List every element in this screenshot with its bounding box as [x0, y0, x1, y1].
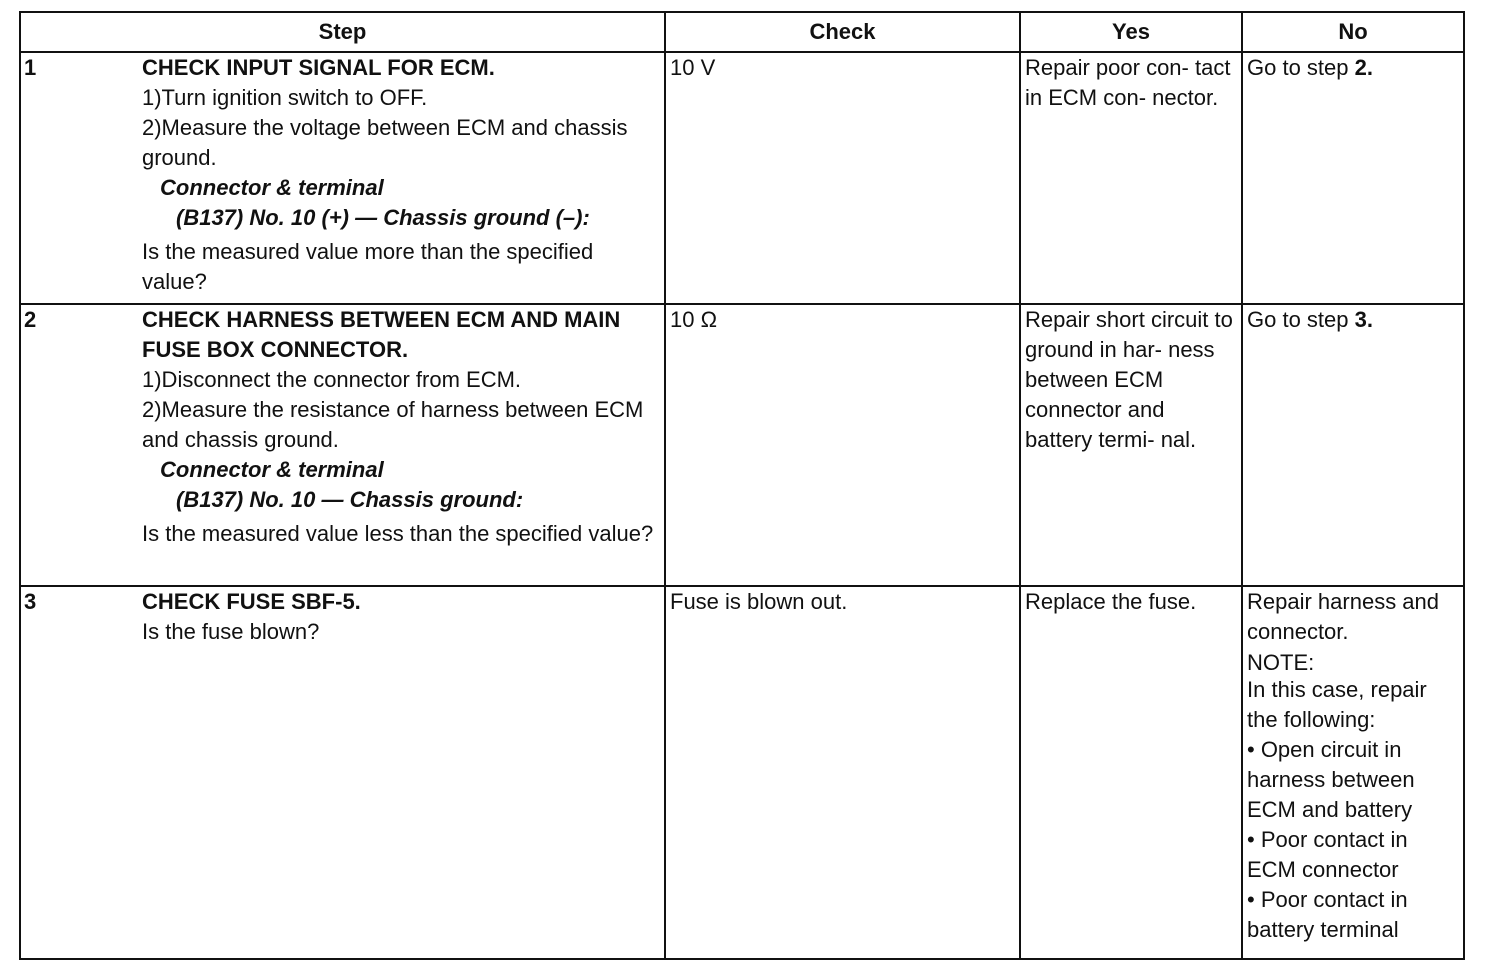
connector-heading: Connector & terminal — [160, 175, 384, 200]
step-question: Is the measured value less than the specified value? — [142, 521, 654, 546]
step-instruction: 2)Measure the resistance of harness between ECM and chassis ground. — [142, 397, 644, 452]
no-prefix: Go to step — [1247, 55, 1355, 80]
note-item: • Poor contact in ECM connector — [1247, 827, 1408, 882]
check-cell: 10 Ω — [665, 304, 1020, 586]
no-action: Repair harness and connector. — [1247, 589, 1440, 644]
connector-heading: Connector & terminal — [160, 457, 384, 482]
yes-cell: Replace the fuse. — [1020, 586, 1242, 959]
no-cell — [1242, 586, 1464, 959]
note-label: NOTE: — [1247, 650, 1315, 675]
step-number: 2 — [24, 307, 37, 332]
table-row — [20, 304, 1464, 586]
yes-cell: Repair poor con- tact in ECM con- nector. — [1020, 52, 1242, 304]
check-cell: 10 V — [665, 52, 1020, 304]
header-yes: Yes — [1020, 12, 1242, 52]
no-step-link: 3. — [1354, 307, 1373, 332]
yes-cell: Repair short circuit to ground in har- ness between ECM connector and battery termi- nal. — [1020, 304, 1242, 586]
step-instruction: 2)Measure the voltage between ECM and chassis ground. — [142, 115, 628, 170]
table-row — [20, 52, 1464, 304]
step-instruction: 1)Turn ignition switch to OFF. — [142, 85, 428, 110]
diagnostic-table — [19, 11, 1465, 960]
check-cell: Fuse is blown out. — [665, 586, 1020, 959]
step-cell — [20, 586, 665, 959]
no-prefix: Go to step — [1247, 307, 1355, 332]
no-cell — [1242, 52, 1464, 304]
connector-value: (B137) No. 10 (+) — Chassis ground (–): — [176, 205, 590, 230]
step-number: 1 — [24, 55, 37, 80]
header-no: No — [1242, 12, 1464, 52]
step-title: CHECK HARNESS BETWEEN ECM AND MAIN FUSE BOX CONNECTOR. — [142, 307, 621, 362]
step-title: CHECK INPUT SIGNAL FOR ECM. — [142, 55, 495, 80]
step-number: 3 — [24, 589, 37, 614]
step-instruction: 1)Disconnect the connector from ECM. — [142, 367, 522, 392]
no-cell — [1242, 304, 1464, 586]
step-question: Is the fuse blown? — [142, 619, 320, 644]
note-item: • Open circuit in harness between ECM and battery — [1247, 737, 1415, 822]
table-row — [20, 586, 1464, 959]
step-cell — [20, 304, 665, 586]
no-step-link: 2. — [1354, 55, 1373, 80]
step-question: Is the measured value more than the specified value? — [142, 239, 594, 294]
header-step: Step — [20, 12, 665, 52]
header-row — [20, 12, 1464, 52]
note-item: • Poor contact in battery terminal — [1247, 887, 1408, 942]
step-cell — [20, 52, 665, 304]
note-intro: In this case, repair the following: — [1247, 677, 1427, 732]
connector-value: (B137) No. 10 — Chassis ground: — [176, 487, 524, 512]
step-title: CHECK FUSE SBF-5. — [142, 589, 361, 614]
header-check: Check — [665, 12, 1020, 52]
